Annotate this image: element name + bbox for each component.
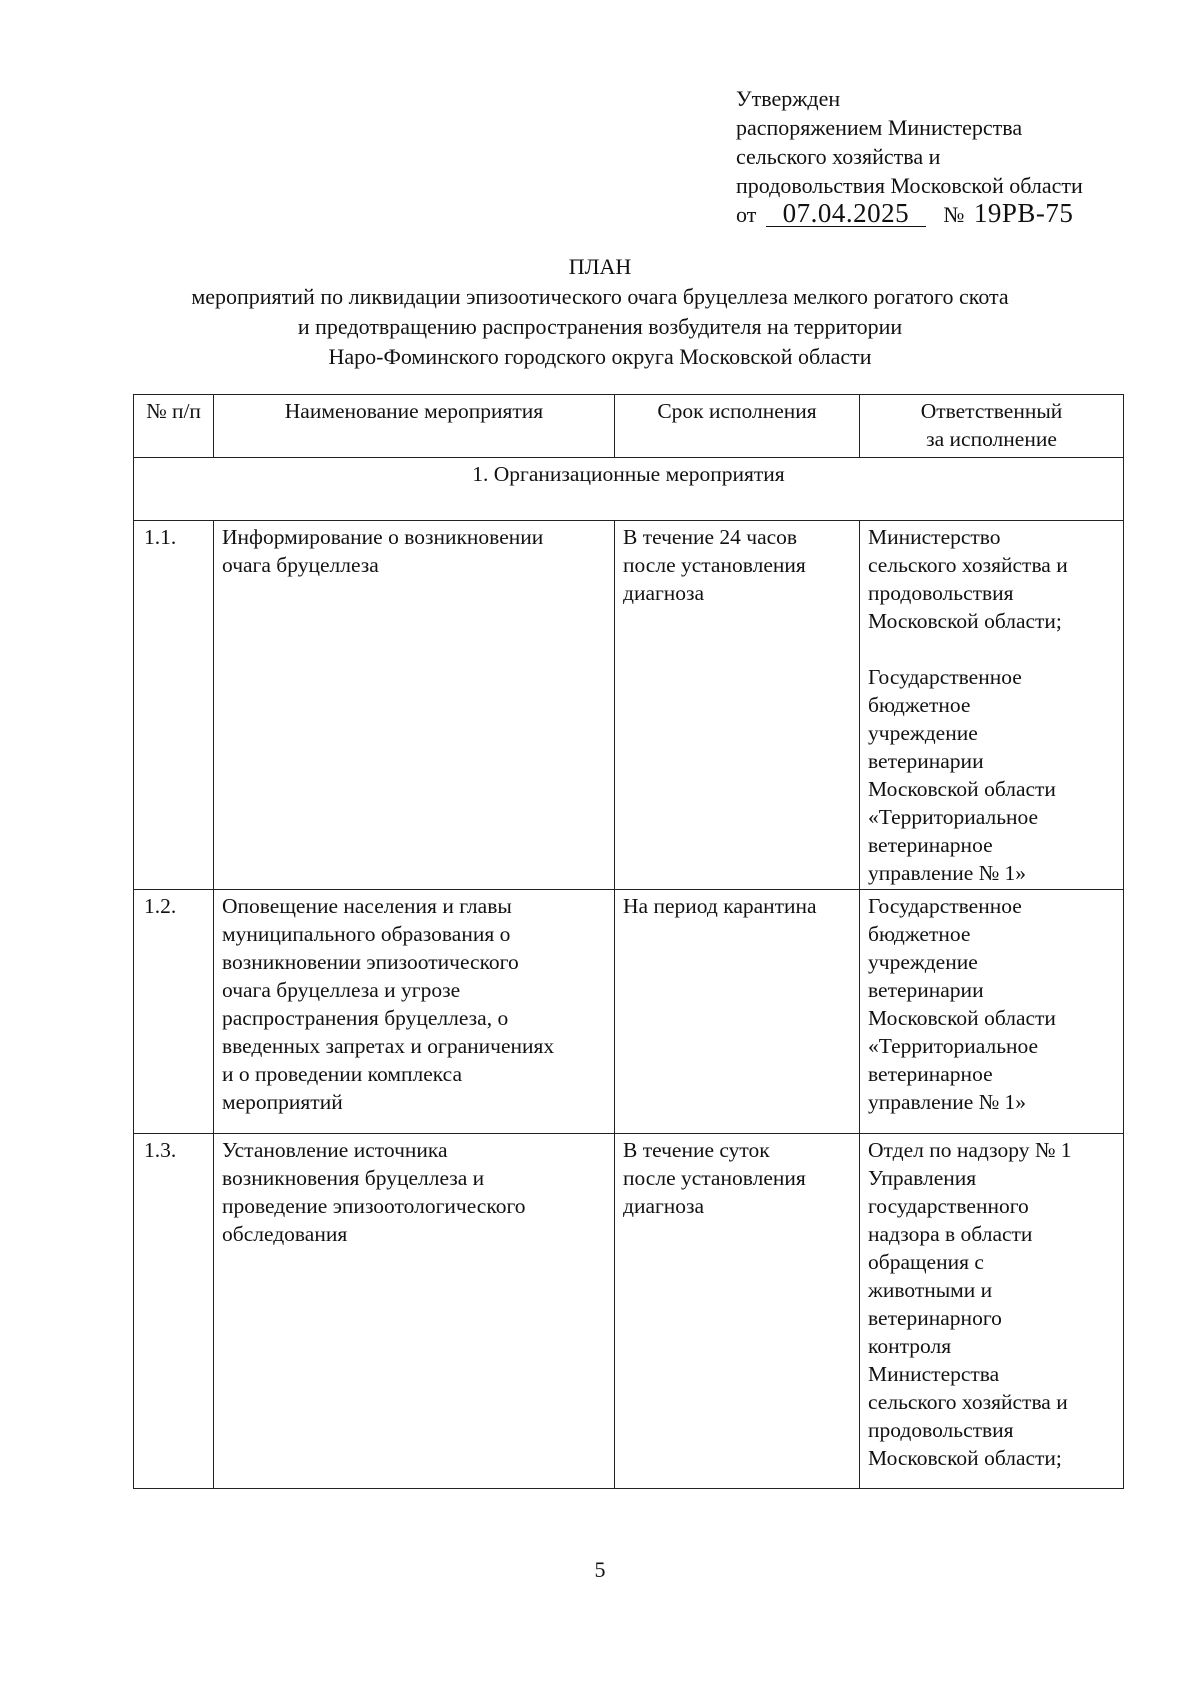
row-name-line: возникновении эпизоотического [222, 950, 519, 974]
row-resp-line: Управления [868, 1166, 977, 1190]
row-name-line: муниципального образования о [222, 922, 511, 946]
row-resp-line: управление № 1» [868, 861, 1027, 885]
row-term-line: В течение 24 часов [623, 525, 798, 549]
approval-number: 19РВ-75 [973, 198, 1074, 228]
row-name [214, 890, 615, 1134]
section-row [134, 458, 1124, 521]
row-resp-line: Московской области; [868, 609, 1062, 633]
row-term [615, 1134, 860, 1489]
header-responsible-line: за исполнение [926, 427, 1057, 451]
row-resp-line: продовольствия [868, 581, 1014, 605]
row-number: 1.3. [134, 1134, 214, 1489]
row-name-line: очага бруцеллеза [222, 553, 379, 577]
row-resp-line: контроля [868, 1334, 952, 1358]
row-resp-line: ветеринарное [868, 1062, 993, 1086]
row-resp-line: сельского хозяйства и [868, 553, 1068, 577]
header-term: Срок исполнения [615, 395, 860, 458]
header-name: Наименование мероприятия [214, 395, 615, 458]
row-number: 1.2. [134, 890, 214, 1134]
row-resp-line: Отдел по надзору № 1 [868, 1138, 1072, 1162]
row-term [615, 521, 860, 890]
row-term-line: после установления [623, 1166, 806, 1190]
row-resp-line: Государственное [868, 894, 1022, 918]
row-resp-line: Московской области [868, 1006, 1056, 1030]
row-resp-line: надзора в области [868, 1222, 1033, 1246]
row-resp-line: Московской области; [868, 1446, 1062, 1470]
row-responsible [860, 521, 1124, 890]
approval-line: Утвержден [736, 86, 841, 111]
row-term-line: В течение суток [623, 1138, 770, 1162]
row-resp-line: Московской области [868, 777, 1056, 801]
row-resp-line: Государственное [868, 665, 1022, 689]
row-resp-line: ветеринарии [868, 978, 984, 1002]
header-num: № п/п [134, 395, 214, 458]
approval-date-row [736, 200, 1176, 229]
row-resp-line: учреждение [868, 721, 978, 745]
document-title [60, 252, 1140, 372]
approval-stamp [736, 84, 1176, 229]
row-term [615, 890, 860, 1134]
plan-table [133, 394, 1124, 1489]
row-name-line: Оповещение населения и главы [222, 894, 512, 918]
approval-date: 07.04.2025 [766, 200, 926, 227]
row-term-line: после установления [623, 553, 806, 577]
row-resp-line: «Территориальное [868, 1034, 1039, 1058]
row-resp-line: «Территориальное [868, 805, 1039, 829]
row-name-line: Установление источника [222, 1138, 448, 1162]
row-resp-line: обращения с [868, 1250, 984, 1274]
row-resp-line: бюджетное [868, 693, 971, 717]
row-responsible [860, 890, 1124, 1134]
approval-line: продовольствия Московской области [736, 173, 1083, 198]
section-title: 1. Организационные мероприятия [134, 458, 1124, 521]
row-name [214, 521, 615, 890]
approval-line: сельского хозяйства и [736, 144, 941, 169]
header-responsible-line: Ответственный [920, 399, 1063, 423]
row-name-line: очага бруцеллеза и угрозе [222, 978, 461, 1002]
row-name-line: возникновения бруцеллеза и [222, 1166, 485, 1190]
row-term-line: диагноза [623, 581, 705, 605]
row-resp-line: сельского хозяйства и [868, 1390, 1068, 1414]
row-number: 1.1. [134, 521, 214, 890]
row-resp-line: управление № 1» [868, 1090, 1027, 1114]
row-resp-line: животными и [868, 1278, 993, 1302]
row-name-line: обследования [222, 1222, 348, 1246]
title-heading: ПЛАН [568, 254, 632, 279]
table-row [134, 890, 1124, 1134]
header-responsible [860, 395, 1124, 458]
row-name [214, 1134, 615, 1489]
title-subtitle-line: мероприятий по ликвидации эпизоотического очага бруцеллеза мелкого рогатого скота [191, 284, 1009, 309]
table-row [134, 521, 1124, 890]
row-resp-line: ветеринарного [868, 1306, 1002, 1330]
row-name-line: проведение эпизоотологического [222, 1194, 526, 1218]
number-sign: № [943, 202, 965, 227]
row-name-line: распространения бруцеллеза, о [222, 1006, 509, 1030]
date-prefix: от [736, 202, 757, 227]
table-row [134, 1134, 1124, 1489]
row-resp-line: ветеринарное [868, 833, 993, 857]
row-resp-line: ветеринарии [868, 749, 984, 773]
row-resp-line: Министерство [868, 525, 1001, 549]
row-name-line: Информирование о возникновении [222, 525, 544, 549]
table-header-row [134, 395, 1124, 458]
row-resp-line: государственного [868, 1194, 1029, 1218]
page-number: 5 [594, 1557, 606, 1582]
row-resp-line: Министерства [868, 1362, 1000, 1386]
approval-line: распоряжением Министерства [736, 115, 1023, 140]
row-term-line: диагноза [623, 1194, 705, 1218]
row-name-line: мероприятий [222, 1090, 343, 1114]
row-name-line: введенных запретах и ограничениях [222, 1034, 555, 1058]
title-subtitle-line: Наро-Фоминского городского округа Московской области [328, 344, 872, 369]
row-resp-line: продовольствия [868, 1418, 1014, 1442]
row-resp-line: учреждение [868, 950, 978, 974]
row-resp-line: бюджетное [868, 922, 971, 946]
title-subtitle-line: и предотвращению распространения возбудителя на территории [297, 314, 903, 339]
row-term-line: На период карантина [623, 894, 817, 918]
row-name-line: и о проведении комплекса [222, 1062, 463, 1086]
row-responsible [860, 1134, 1124, 1489]
